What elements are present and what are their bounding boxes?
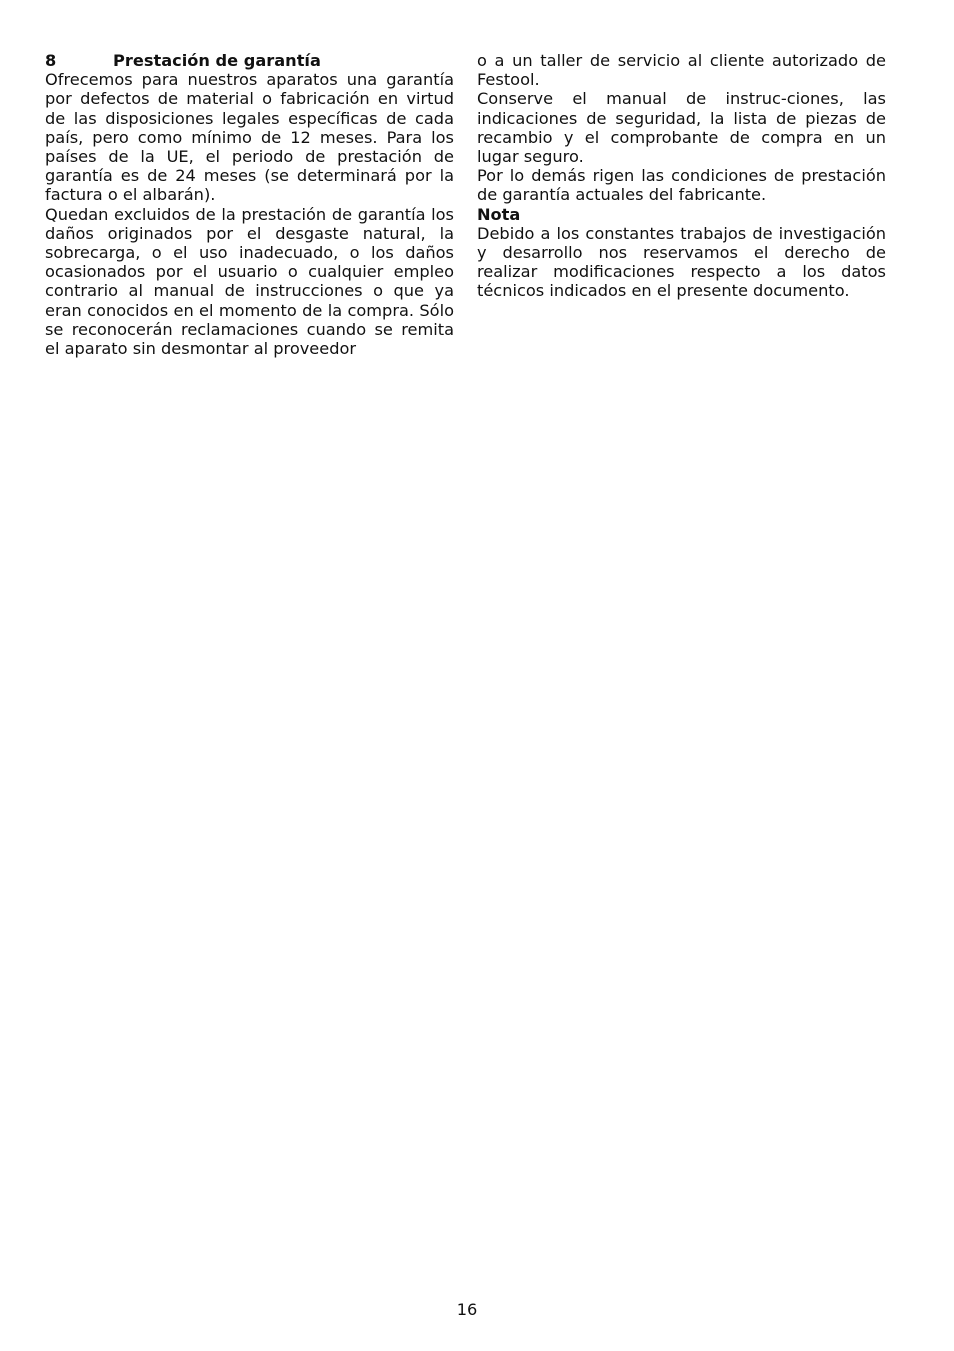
warranty-paragraph-2: Quedan excluidos de la prestación de garantía los daños originados por el desgaste natural, la sobrecarga, o el uso inadecuado, o los daños ocasionados por el usuario o cualquier empleo contrario al manual de instrucciones o que ya eran conocidos en el momento de la compra. Sólo se reconocerán reclamaciones cuando se remita el aparato sin desmontar al proveedor bbox=[45, 204, 454, 359]
warranty-continuation-2: Conserve el manual de instruc-ciones, las indicaciones de seguridad, la lista de piezas de recambio y el comprobante de compra en un lugar seguro. bbox=[477, 89, 886, 167]
right-column bbox=[477, 51, 886, 301]
warranty-continuation-1: o a un taller de servicio al cliente autorizado de Festool. bbox=[477, 51, 886, 90]
section-title: Prestación de garantía bbox=[113, 51, 321, 70]
left-column bbox=[45, 51, 454, 358]
page-number: 16 bbox=[456, 1300, 478, 1319]
section-number: 8 bbox=[45, 51, 57, 70]
note-heading: Nota bbox=[477, 204, 521, 224]
warranty-paragraph-1: Ofrecemos para nuestros aparatos una garantía por defectos de material o fabricación en virtud de las disposiciones legales específicas de cada país, pero como mínimo de 12 meses. Para los países de la UE, el periodo de prestación de garantía es de 24 meses (se determinará por la factura o el albarán). bbox=[45, 70, 454, 205]
section-heading bbox=[45, 51, 454, 70]
warranty-continuation-3: Por lo demás rigen las condiciones de prestación de garantía actuales del fabricante. bbox=[477, 166, 886, 205]
note-text: Debido a los constantes trabajos de investigación y desarrollo nos reservamos el derecho de realizar modificaciones respecto a los datos técnicos indicados en el presente documento. bbox=[477, 223, 886, 301]
